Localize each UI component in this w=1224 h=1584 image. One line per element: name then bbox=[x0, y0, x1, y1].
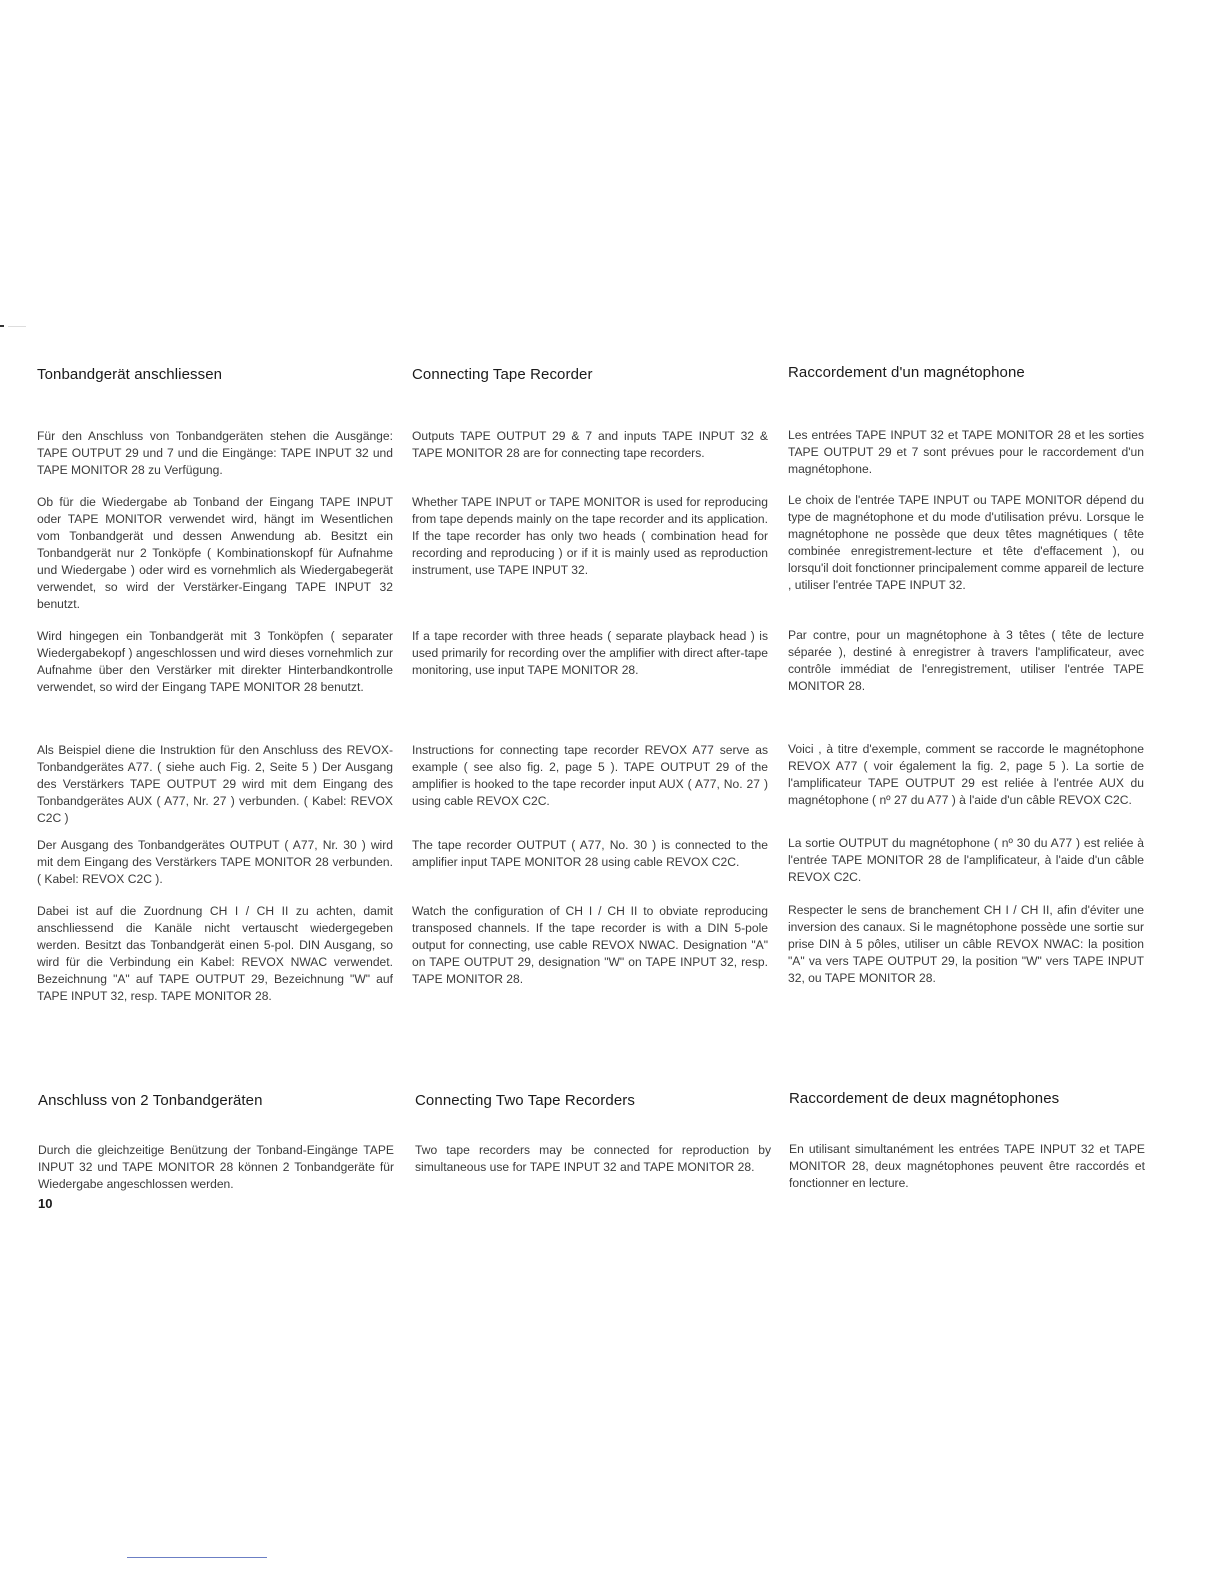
paragraph-fr-4: Voici , à titre d'exemple, comment se raccorde le magnétophone REVOX A77 ( voir également la fig. 2, page 5 ). La sortie de l'amplificateur TAPE OUTPUT 29 est reliée à l'entrée AUX du magnétophone ( nº 27 du A77 ) à l'aide d'un câble REVOX C2C. bbox=[788, 742, 1144, 807]
paragraph-de-3: Wird hingegen ein Tonbandgerät mit 3 Tonköpfen ( separater Wiedergabekopf ) angeschlossen und wird dieses vornehmlich zur Aufnahme über den Verstärker mit direkter Hinterbandkontrolle verwendet, so wird der Eingang TAPE MONITOR 28 benutzt. bbox=[37, 629, 393, 694]
paragraph-de-5: Der Ausgang des Tonbandgerätes OUTPUT ( A77, Nr. 30 ) wird mit dem Eingang des Verstärkers TAPE MONITOR 28 verbunden. ( Kabel: REVOX C2C ). bbox=[37, 838, 393, 886]
paragraph-en-2: Whether TAPE INPUT or TAPE MONITOR is used for reproducing from tape depends mainly on the tape recorder and its application. If the tape recorder has only two heads ( combination head for recording and reproducing ) or if it is mainly used as reproduction instrument, use TAPE INPUT 32. bbox=[412, 495, 768, 577]
footer-rule bbox=[127, 1557, 267, 1558]
paragraph-de-4: Als Beispiel diene die Instruktion für den Anschluss des REVOX-Tonbandgerätes A77. ( siehe auch Fig. 2, Seite 5 ) Der Ausgang des Verstärkers TAPE OUTPUT 29 wird mit dem Eingang des Tonbandgerätes AUX ( A77, Nr. 27 ) verbunden. ( Kabel: REVOX C2C ) bbox=[37, 743, 393, 825]
paragraph-en-two-recorders: Two tape recorders may be connected for reproduction by simultaneous use for TAPE INPUT 32 and TAPE MONITOR 28. bbox=[415, 1143, 771, 1174]
heading-en-two-recorders: Connecting Two Tape Recorders bbox=[415, 1092, 635, 1109]
paragraph-de-two-recorders: Durch die gleichzeitige Benützung der Tonband-Eingänge TAPE INPUT 32 und TAPE MONITOR 28 können 2 Tonbandgeräte für Wiedergabe angeschlossen werden. bbox=[38, 1143, 394, 1191]
page-edge-mark-faint bbox=[8, 326, 26, 327]
heading-en-tape-connect: Connecting Tape Recorder bbox=[412, 366, 593, 383]
paragraph-en-6: Watch the configuration of CH I / CH II to obviate reproducing transposed channels. If the tape recorder is with a DIN 5-pole output for connecting, use cable REVOX NWAC. Designation "A" on TAPE OUTPUT 29, designation "W" on TAPE INPUT 32, resp. TAPE MONITOR 28. bbox=[412, 904, 768, 986]
heading-de-two-recorders: Anschluss von 2 Tonbandgeräten bbox=[38, 1092, 263, 1109]
heading-fr-tape-connect: Raccordement d'un magnétophone bbox=[788, 364, 1025, 381]
page-number: 10 bbox=[38, 1196, 53, 1211]
paragraph-fr-two-recorders: En utilisant simultanément les entrées TAPE INPUT 32 et TAPE MONITOR 28, deux magnétophones peuvent être raccordés et fonctionner en lecture. bbox=[789, 1142, 1145, 1190]
paragraph-de-6: Dabei ist auf die Zuordnung CH I / CH II zu achten, damit anschliessend die Kanäle nicht vertauscht wiedergegeben werden. Besitzt das Tonbandgerät einen 5-pol. DIN Ausgang, so wird für die Verbindung ein Kabel: REVOX NWAC verwendet. Bezeichnung "A" auf TAPE OUTPUT 29, Bezeichnung "W" auf TAPE INPUT 32, resp. TAPE MONITOR 28. bbox=[37, 904, 393, 1003]
paragraph-en-3: If a tape recorder with three heads ( separate playback head ) is used primarily for recording over the amplifier with direct after-tape monitoring, use input TAPE MONITOR 28. bbox=[412, 629, 768, 677]
paragraph-de-1: Für den Anschluss von Tonbandgeräten stehen die Ausgänge: TAPE OUTPUT 29 und 7 und die Eingänge: TAPE INPUT 32 und TAPE MONITOR 28 zu Verfügung. bbox=[37, 429, 393, 477]
paragraph-en-1: Outputs TAPE OUTPUT 29 & 7 and inputs TAPE INPUT 32 & TAPE MONITOR 28 are for connecting tape recorders. bbox=[412, 429, 768, 460]
page-edge-mark bbox=[0, 325, 4, 327]
paragraph-en-5: The tape recorder OUTPUT ( A77, No. 30 ) is connected to the amplifier input TAPE MONITOR 28 using cable REVOX C2C. bbox=[412, 838, 768, 869]
paragraph-fr-3: Par contre, pour un magnétophone à 3 têtes ( tête de lecture séparée ), destiné à enregistrer à travers l'amplificateur, avec contrôle immédiat de l'enregistrement, utiliser l'entrée TAPE MONITOR 28. bbox=[788, 628, 1144, 693]
paragraph-fr-2: Le choix de l'entrée TAPE INPUT ou TAPE MONITOR dépend du type de magnétophone et du mode d'utilisation prévu. Lorsque le magnétophone ne possède que deux têtes magnétiques ( tête combinée enregistrement-lecture et tête d'effacement ), ou lorsqu'il doit fonctionner principalement comme appareil de lecture , utiliser l'entrée TAPE INPUT 32. bbox=[788, 493, 1144, 592]
paragraph-fr-6: Respecter le sens de branchement CH I / CH II, afin d'éviter une inversion des canaux. Si le magnétophone possède une sortie sur prise DIN à 5 pôles, utiliser un câble REVOX NWAC: la position "A" va vers TAPE OUTPUT 29, la position "W" vers TAPE INPUT 32, ou TAPE MONITOR 28. bbox=[788, 903, 1144, 985]
heading-de-tape-connect: Tonbandgerät anschliessen bbox=[37, 366, 223, 383]
heading-fr-two-recorders: Raccordement de deux magnétophones bbox=[789, 1090, 1060, 1107]
paragraph-fr-5: La sortie OUTPUT du magnétophone ( nº 30 du A77 ) est reliée à l'entrée TAPE MONITOR 28 de l'amplificateur, à l'aide d'un câble REVOX C2C. bbox=[788, 836, 1144, 884]
paragraph-fr-1: Les entrées TAPE INPUT 32 et TAPE MONITOR 28 et les sorties TAPE OUTPUT 29 et 7 sont prévues pour le raccordement d'un magnétophone. bbox=[788, 428, 1144, 476]
paragraph-de-2: Ob für die Wiedergabe ab Tonband der Eingang TAPE INPUT oder TAPE MONITOR verwendet wird, hängt im Wesentlichen vom Tonbandgerät und dessen Anwendung ab. Besitzt ein Tonbandgerät nur 2 Tonköpfe ( Kombinationskopf für Aufnahme und Wiedergabe ) oder wird es vornehmlich als Wiedergabegerät verwendet, so wird der Verstärker-Eingang TAPE INPUT 32 benutzt. bbox=[37, 495, 393, 611]
paragraph-en-4: Instructions for connecting tape recorder REVOX A77 serve as example ( see also fig. 2, page 5 ). TAPE OUTPUT 29 of the amplifier is hooked to the tape recorder input AUX ( A77, No. 27 ) using cable REVOX C2C. bbox=[412, 743, 768, 808]
